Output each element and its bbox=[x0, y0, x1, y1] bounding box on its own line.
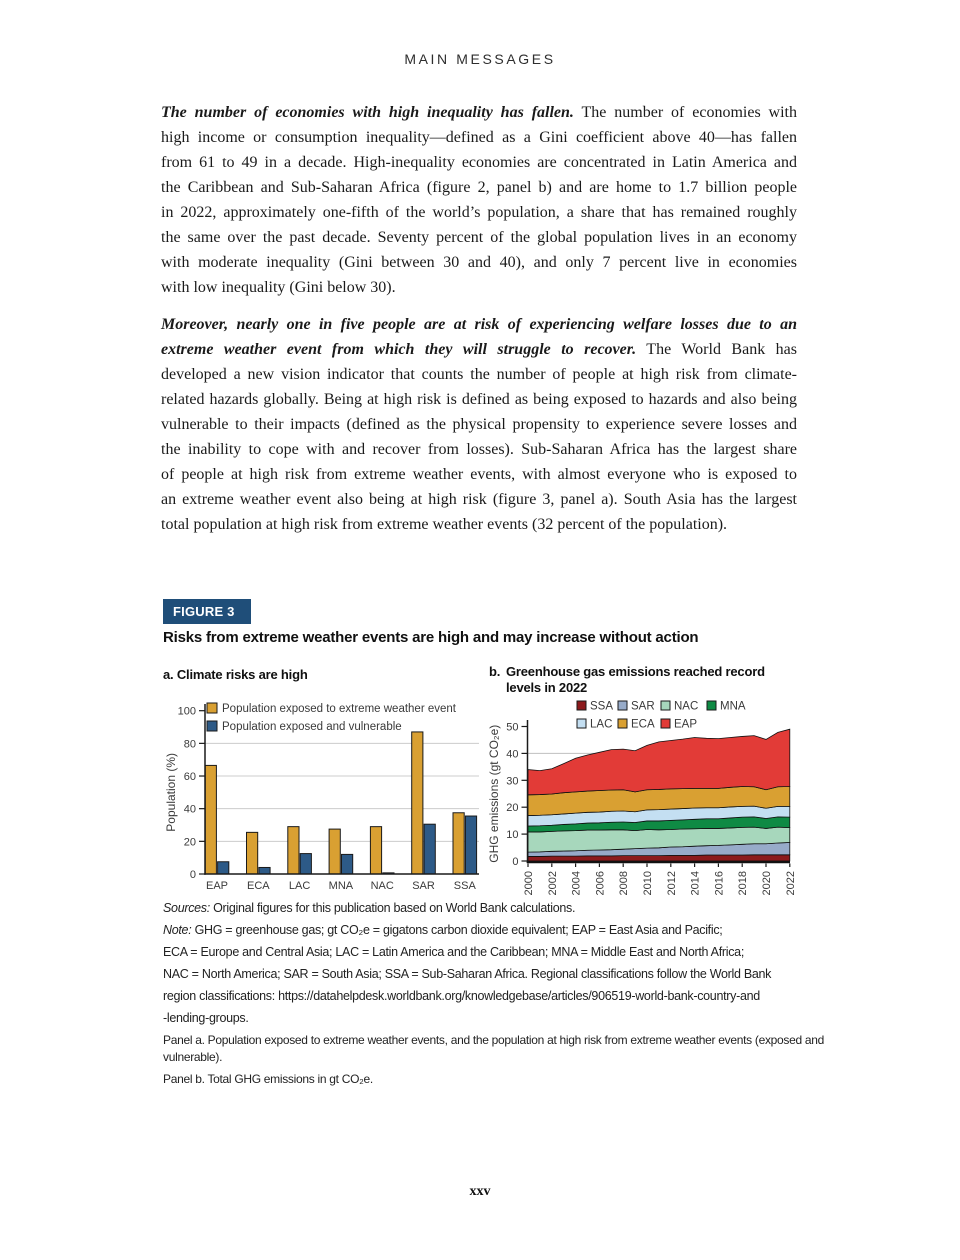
x-label-MNA: MNA bbox=[328, 880, 354, 892]
figure-notes bbox=[163, 897, 824, 1088]
bar-NAC-exposed bbox=[370, 827, 381, 874]
y-axis-title: GHG emissions (gt CO₂e) bbox=[487, 724, 501, 863]
note-lines bbox=[163, 941, 808, 1029]
y-tick-label-30: 30 bbox=[506, 775, 519, 788]
bar-ECA-vulnerable bbox=[259, 867, 270, 874]
panel-note-b-line-1: Panel b. Total GHG emissions in gt CO₂e. bbox=[163, 1072, 373, 1086]
y-tick-label-100: 100 bbox=[177, 705, 196, 718]
paragraph-2-line-7: of people at high risk from extreme weather events, with almost everyone who is exposed to bbox=[161, 466, 797, 483]
paragraph-2-line-3: developed a new vision indicator that counts the number of people at high risk from climate- bbox=[161, 366, 797, 383]
paragraph-1-line-4: the Caribbean and Sub-Saharan Africa (figure 2, panel b) and are home to 1.7 billion people bbox=[161, 179, 797, 196]
legend-swatch-ECA bbox=[618, 719, 627, 728]
x-tick-label-2020: 2020 bbox=[761, 871, 773, 896]
legend-label-NAC: NAC bbox=[674, 700, 699, 713]
x-tick-label-2014: 2014 bbox=[689, 871, 702, 896]
paragraph-2-line-4: related hazards globally. Being at high risk is defined as being exposed to hazards and also being bbox=[161, 391, 797, 408]
paragraph-1-line-8: with low inequality (Gini below 30). bbox=[161, 279, 396, 296]
paragraph-2 bbox=[161, 312, 797, 537]
legend-swatch-vulnerable bbox=[207, 721, 217, 731]
figure-title: Risks from extreme weather events are high and may increase without action bbox=[163, 629, 699, 646]
panel-note-a bbox=[163, 1032, 824, 1066]
legend-label-LAC: LAC bbox=[590, 718, 613, 731]
legend-label-SSA: SSA bbox=[590, 700, 614, 713]
bar-EAP-vulnerable bbox=[218, 862, 229, 874]
legend-swatch-EAP bbox=[661, 719, 670, 728]
legend-swatch-MNA bbox=[707, 701, 716, 710]
paragraph-1-line-7: with moderate inequality (Gini between 30 and 40), and only 7 percent live in economies bbox=[161, 254, 797, 271]
x-tick-label-2000: 2000 bbox=[523, 871, 535, 896]
x-tick-label-2010: 2010 bbox=[642, 871, 654, 896]
legend-swatch-SAR bbox=[618, 701, 627, 710]
legend-swatch-SSA bbox=[577, 701, 586, 710]
paragraph-1-line-6: the same over the past decade. Seventy percent of the global population lives in an economy bbox=[161, 229, 797, 246]
bar-SAR-exposed bbox=[412, 732, 423, 874]
area-EAP bbox=[528, 729, 790, 795]
paragraph-1-line-1: The number of economies with high inequality has fallen. The number of economies with bbox=[161, 104, 798, 121]
panel-b-prefix: b. bbox=[489, 664, 501, 679]
x-tick-label-2008: 2008 bbox=[618, 871, 631, 896]
y-tick-label-10: 10 bbox=[506, 829, 519, 842]
paragraph-2-line-1: Moreover, nearly one in five people are at risk of experiencing welfare losses due to an bbox=[161, 316, 797, 333]
paragraph-2-line-8: an extreme weather event also being at high risk (figure 3, panel a). South Asia has the largest bbox=[161, 491, 797, 508]
note-line-5: -lending-groups. bbox=[163, 1011, 249, 1025]
legend-swatch-exposed bbox=[207, 703, 217, 713]
x-label-ECA: ECA bbox=[246, 880, 270, 892]
x-label-LAC: LAC bbox=[288, 880, 311, 892]
legend-label-MNA: MNA bbox=[720, 700, 746, 713]
sources-line: Sources: Original figures for this publication based on World Bank calculations. bbox=[163, 901, 576, 915]
panel-b-title-lines: Greenhouse gas emissions reached record levels in 2022 bbox=[506, 664, 765, 695]
note-line-2: ECA = Europe and Central Asia; LAC = Latin America and the Caribbean; MNA = Middle East and North Africa; bbox=[163, 945, 744, 959]
paragraph-2-line-6: the inability to cope with and recover from losses). Sub-Saharan Africa has the largest share bbox=[161, 441, 797, 458]
paragraph-1-line-3: from 61 to 49 in a decade. High-inequality economies are concentrated in Latin America and bbox=[161, 154, 797, 171]
paragraph-2-line-9: total population at high risk from extreme weather events (32 percent of the population). bbox=[161, 516, 728, 533]
panel-note-b bbox=[163, 1071, 808, 1088]
bar-MNA-exposed bbox=[329, 829, 340, 874]
bar-SSA-exposed bbox=[453, 813, 464, 874]
x-tick-label-2004: 2004 bbox=[570, 871, 583, 896]
x-tick-label-2012: 2012 bbox=[665, 871, 678, 896]
paragraph-1 bbox=[161, 100, 797, 300]
legend-label-EAP: EAP bbox=[674, 718, 698, 731]
paragraph-2-line-5: vulnerable to their impacts (defined as the physical propensity to experience severe losses and bbox=[161, 416, 797, 433]
y-tick-label-20: 20 bbox=[183, 836, 196, 849]
x-label-EAP: EAP bbox=[205, 880, 229, 892]
x-tick-label-2022: 2022 bbox=[784, 871, 797, 896]
legend-label-SAR: SAR bbox=[631, 700, 655, 713]
legend-swatch-LAC bbox=[577, 719, 586, 728]
panel-a-title: a. Climate risks are high bbox=[163, 667, 308, 682]
panel-a-bar-chart bbox=[161, 692, 491, 904]
x-label-SSA: SSA bbox=[453, 880, 476, 892]
y-tick-label-40: 40 bbox=[506, 748, 519, 761]
panel-note-a-line-2: vulnerable). bbox=[163, 1050, 223, 1064]
page-number: xxv bbox=[469, 1184, 491, 1199]
y-tick-label-0: 0 bbox=[189, 869, 196, 881]
y-tick-label-50: 50 bbox=[506, 721, 519, 734]
x-tick-label-2016: 2016 bbox=[713, 871, 726, 896]
page-header: MAIN MESSAGES bbox=[404, 51, 556, 67]
paragraph-1-line-5: in 2022, approximately one-fifth of the world’s population, a share that has remained roughly bbox=[161, 204, 797, 221]
note-line-1: Note: GHG = greenhouse gas; gt CO₂e = gigatons carbon dioxide equivalent; EAP = East Asia and Pacific; bbox=[163, 923, 723, 937]
note-line-4: region classifications: https://datahelpdesk.worldbank.org/knowledgebase/articles/906519-world-bank-country-and bbox=[163, 989, 760, 1003]
sources-label: Sources: bbox=[163, 901, 210, 915]
bar-LAC-exposed bbox=[288, 827, 299, 874]
paragraph-1-line-2: high income or consumption inequality—defined as a Gini coefficient above 40—has fallen bbox=[161, 129, 797, 146]
bar-EAP-exposed bbox=[205, 765, 216, 874]
x-tick-label-2002: 2002 bbox=[546, 871, 559, 896]
note-line-3: NAC = North America; SAR = South Asia; SSA = Sub-Saharan Africa. Regional classifications follow the World Bank bbox=[163, 967, 772, 981]
panel-note-a-line-1: Panel a. Population exposed to extreme weather events, and the population at high risk from extreme weather events (exposed and bbox=[163, 1033, 824, 1047]
legend-label-ECA: ECA bbox=[631, 718, 655, 731]
bar-SAR-vulnerable bbox=[424, 824, 435, 874]
legend-label-exposed: Population exposed to extreme weather event bbox=[222, 703, 456, 715]
bar-ECA-exposed bbox=[247, 832, 258, 874]
y-tick-label-0: 0 bbox=[512, 856, 519, 868]
legend-swatch-NAC bbox=[661, 701, 670, 710]
bar-MNA-vulnerable bbox=[342, 854, 353, 874]
y-tick-label-40: 40 bbox=[183, 803, 196, 816]
x-tick-label-2006: 2006 bbox=[594, 871, 607, 896]
bar-LAC-vulnerable bbox=[300, 854, 311, 874]
y-tick-label-60: 60 bbox=[183, 771, 196, 784]
y-tick-label-80: 80 bbox=[183, 738, 196, 751]
figure-label: FIGURE 3 bbox=[163, 599, 251, 624]
x-tick-label-2018: 2018 bbox=[737, 871, 750, 896]
legend-label-vulnerable: Population exposed and vulnerable bbox=[222, 721, 402, 733]
note-label: Note: bbox=[163, 923, 192, 937]
y-tick-label-20: 20 bbox=[506, 802, 519, 815]
bar-SSA-vulnerable bbox=[465, 816, 476, 874]
paragraph-2-line-2: extreme weather event from which they will struggle to recover. The World Bank has bbox=[161, 341, 797, 358]
y-axis-title: Population (%) bbox=[164, 752, 178, 832]
x-label-SAR: SAR bbox=[412, 880, 435, 892]
x-label-NAC: NAC bbox=[370, 880, 394, 892]
panel-b-area-chart bbox=[486, 692, 816, 910]
